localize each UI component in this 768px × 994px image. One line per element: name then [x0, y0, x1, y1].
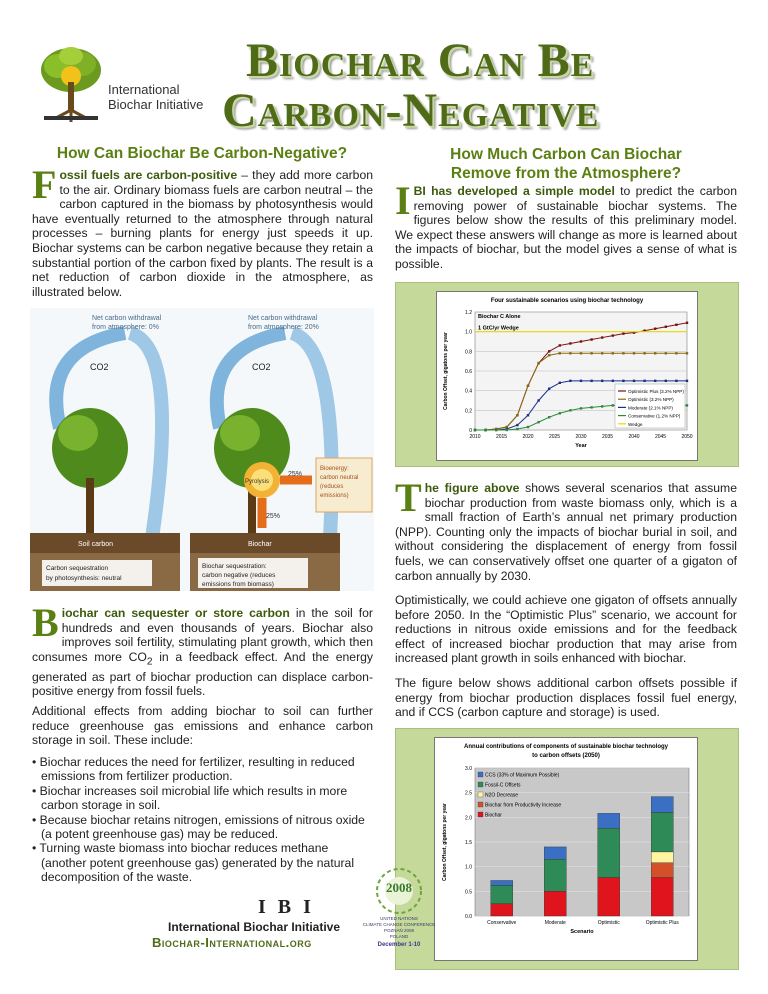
data-point	[527, 414, 529, 416]
left-withdrawal-label-2: from atmosphere: 0%	[92, 324, 159, 331]
seal-line: UNITED NATIONS	[380, 916, 418, 921]
data-point	[580, 380, 582, 382]
drop-cap-b: B	[32, 600, 59, 645]
wedge-annotation: 1 GtC/yr Wedge	[478, 325, 519, 332]
seal-line: POZNAŃ 2008	[383, 928, 414, 933]
right-ccs-paragraph: The figure below shows additional carbon offsets possible if energy from biochar production displaces fossil fuel energy, and if CCS (carbon capture and storage) is used.	[395, 676, 737, 720]
legend-swatch	[478, 802, 483, 807]
data-point	[495, 429, 497, 431]
legend-label: Conservative (1.2% NPP)	[628, 413, 681, 419]
legend-label: Optimistic (3.2% NPP)	[628, 397, 674, 403]
data-point	[559, 344, 561, 346]
data-point	[474, 429, 476, 431]
data-point	[612, 334, 614, 336]
data-point	[686, 404, 688, 406]
data-point	[516, 428, 518, 430]
biochar-label: Biochar	[248, 541, 272, 548]
left-withdrawal-label: Net carbon withdrawal	[92, 315, 162, 322]
bar-segment	[651, 797, 673, 813]
text-fossil: – they add more carbon to the air. Ordinary biomass fuels are carbon neutral – the carbon captured in the biomass by photosynthesis would have eventually returned to the atmosphere through natural processes – burning plants for energy just speeds it up. Biochar systems can be carbon negative because they retain a substantial portion of the carbon fixed by plants. The result is a net reduction of carbon dioxide in the atmosphere, as illustrated below.	[32, 168, 373, 299]
effects-list	[32, 755, 373, 885]
data-point	[633, 352, 635, 354]
co2-label-left: CO2	[90, 362, 109, 372]
data-point	[633, 380, 635, 382]
x-axis-label: Year	[575, 443, 587, 449]
legend-label: N2O Decrease	[485, 792, 519, 799]
bioenergy-label-4: emissions)	[320, 493, 349, 499]
data-point	[643, 380, 645, 382]
right-optimistic-paragraph: Optimistically, we could achieve one gigaton of offsets annually before 2050. In the “Optimistic Plus” scenario, we account for reductions in nitrous oxide emissions and for the feedback effect of increased biochar production that may arise from increased plant growth in soils enhanced with biochar.	[395, 593, 737, 666]
left-heading: How Can Biochar Be Carbon-Negative?	[56, 145, 348, 162]
drop-cap-f: F	[32, 162, 57, 207]
bar-segment	[544, 891, 566, 916]
lead-fossil: ossil fuels are carbon-positive	[59, 168, 238, 182]
left-sequester-paragraph	[32, 600, 373, 699]
x-axis-label: Scenario	[570, 929, 594, 935]
data-point	[537, 362, 539, 364]
data-point	[559, 352, 561, 354]
data-point	[548, 350, 550, 352]
lead-sequester: iochar can sequester or store carbon	[61, 606, 290, 620]
seal-year: 2008	[386, 880, 412, 895]
x-tick-label: 2050	[681, 434, 693, 440]
data-point	[484, 429, 486, 431]
data-point	[548, 354, 550, 356]
data-point	[675, 380, 677, 382]
chart-title-line-2: to carbon offsets (2050)	[532, 753, 600, 759]
org-name	[108, 82, 203, 112]
legend-label: Optimistic Plus (3.2% NPP)	[628, 389, 684, 394]
data-point	[665, 380, 667, 382]
y-tick-label: 0.2	[465, 408, 472, 415]
y-tick-label: 0.0	[465, 914, 472, 920]
legend-label: Wedge	[628, 421, 643, 427]
y-tick-label: 0.8	[465, 349, 472, 356]
data-point	[622, 332, 624, 334]
seq-left-label-2: by photosynthesis: neutral	[46, 575, 122, 582]
list-item: • Biochar reduces the need for fertilizer, resulting in reduced emissions from fertilizer production.	[32, 755, 355, 784]
ibi-wordmark: IBI	[258, 896, 323, 918]
right-figure-paragraph	[395, 475, 737, 583]
bar-segment	[491, 880, 513, 885]
list-item: • Turning waste biomass into biochar reduces methane (another potent greenhouse gas) generated by the natural decomposition of the waste.	[32, 841, 355, 885]
data-point	[580, 407, 582, 409]
data-point	[569, 352, 571, 354]
y-axis-label: Carbon Offset, gigatons per year	[442, 803, 448, 881]
bar-segment	[598, 878, 620, 916]
data-point	[580, 352, 582, 354]
footer-url[interactable]: Biochar-International.org	[152, 935, 312, 950]
legend-swatch	[478, 782, 483, 787]
bar-segment	[598, 828, 620, 877]
page-title-line-2: Carbon-Negative	[222, 84, 600, 137]
data-point	[686, 352, 688, 354]
data-point	[569, 380, 571, 382]
data-point	[675, 324, 677, 326]
list-item: • Biochar increases soil microbial life which results in more carbon storage in soil.	[32, 783, 348, 813]
co2-subscript: 2	[146, 656, 153, 668]
data-point	[569, 342, 571, 344]
drop-cap-i: I	[395, 178, 411, 223]
left-intro-paragraph	[32, 162, 373, 299]
bar-segment	[651, 878, 673, 916]
bar-segment	[651, 812, 673, 851]
chart-title: Four sustainable scenarios using biochar technology	[490, 298, 644, 304]
list-item: • Because biochar retains nitrogen, emissions of nitrous oxide (a potent greenhouse gas) may be reduced.	[32, 812, 365, 842]
data-point	[590, 352, 592, 354]
data-point	[612, 380, 614, 382]
pct-25-right: 25%	[288, 471, 303, 478]
data-point	[506, 429, 508, 431]
data-point	[516, 424, 518, 426]
data-point	[643, 352, 645, 354]
data-point	[612, 352, 614, 354]
y-tick-label: 0	[469, 428, 472, 434]
data-point	[654, 352, 656, 354]
y-axis-label: Carbon Offset, gigatons per year	[443, 332, 449, 410]
data-point	[601, 405, 603, 407]
bioenergy-label-3: (reduces	[320, 484, 344, 490]
y-tick-label: 0.5	[465, 889, 472, 896]
data-point	[601, 380, 603, 382]
data-point	[622, 352, 624, 354]
y-tick-label: 3.0	[465, 766, 472, 772]
data-point	[665, 326, 667, 328]
right-heading	[396, 145, 736, 183]
x-tick-label: 2015	[495, 434, 508, 440]
data-point	[686, 380, 688, 382]
x-tick-label: 2030	[575, 434, 587, 440]
text-sequester-a: in the soil for hundreds and even thousands of years. Biochar also improves soil fertility, stimulating plant growth, which then consumes more CO	[32, 606, 373, 664]
text-figure-above: shows several scenarios that assume biochar production from waste biomass only, which is a small fraction of Earth’s annual net primary production (NPP). Counting only the impacts of biochar burial in soil, and without considering the displacement of energy from fossil fuels, we can conservatively offset one quarter of a gigaton of carbon annually by 2030.	[395, 481, 737, 583]
page-title-line-1: Biochar Can Be	[246, 34, 595, 87]
y-tick-label: 1.0	[465, 329, 472, 336]
data-point	[548, 416, 550, 418]
data-point	[686, 322, 688, 324]
bar-chart-panel	[395, 728, 739, 970]
legend-label: CCS (33% of Maximum Possible)	[485, 772, 560, 779]
data-point	[590, 380, 592, 382]
legend-label: Moderate (2.1% NPP)	[628, 405, 673, 411]
data-point	[548, 388, 550, 390]
x-tick-label: 2020	[522, 434, 534, 440]
x-tick-label: 2010	[469, 434, 481, 440]
x-tick-label: Moderate	[544, 920, 566, 926]
pct-25-down: 25%	[266, 513, 281, 520]
x-tick-label: Optimistic Plus	[645, 920, 679, 926]
x-tick-label: 2025	[548, 434, 561, 440]
legend-swatch	[478, 772, 483, 777]
data-point	[675, 352, 677, 354]
y-tick-label: 0.4	[465, 388, 472, 395]
data-point	[590, 406, 592, 408]
x-tick-label: 2045	[654, 434, 667, 440]
bar-segment	[544, 847, 566, 859]
legend-swatch	[478, 812, 483, 817]
chart-title-line-1: Annual contributions of components of sustainable biochar technology	[463, 744, 669, 750]
bar-segment	[491, 885, 513, 903]
soil-carbon-label: Soil carbon	[78, 541, 114, 548]
data-point	[622, 380, 624, 382]
data-point	[601, 336, 603, 338]
data-point	[569, 409, 571, 411]
y-tick-label: 1.2	[465, 310, 472, 316]
bar-segment	[544, 859, 566, 891]
seq-right-label: Biochar sequestration:	[202, 563, 267, 570]
data-point	[527, 426, 529, 428]
ibi-logo	[36, 42, 106, 124]
data-point	[559, 382, 561, 384]
lead-figure-above: he figure above	[424, 481, 520, 495]
carbon-cycle-diagram	[30, 308, 374, 591]
bar-segment	[491, 904, 513, 916]
data-point	[527, 385, 529, 387]
right-intro-paragraph	[395, 178, 737, 272]
x-tick-label: 2040	[628, 434, 640, 440]
line-chart-panel	[395, 282, 739, 467]
x-tick-label: Conservative	[487, 920, 517, 926]
right-withdrawal-label-2: from atmosphere: 20%	[248, 324, 319, 331]
text-sequester-b: in a feedback effect. And the energy generated as part of biochar production can displace carbon-positive energy from fossil fuels.	[32, 649, 373, 699]
right-heading-line-1: How Much Carbon Can Biochar	[450, 146, 682, 163]
co2-label-right: CO2	[252, 362, 271, 372]
text-ibi-model: to predict the carbon removing power of sustainable biochar systems. The figures below show the results of this preliminary model. We expect these answers will change as more is learned about the impacts of biochar, but the model gives a sense of what is possible.	[395, 184, 737, 271]
seal-line: CLIMATE CHANGE CONFERENCE	[362, 922, 436, 927]
org-line-2: Biochar Initiative	[108, 97, 204, 112]
data-point	[559, 412, 561, 414]
bar-segment	[651, 863, 673, 878]
y-tick-label: 1.0	[465, 864, 472, 871]
y-tick-label: 1.5	[465, 840, 472, 846]
data-point	[601, 352, 603, 354]
lead-ibi-model: BI has developed a simple model	[413, 184, 615, 198]
bar-segment	[651, 852, 673, 863]
bioenergy-label-2: carbon neutral	[320, 475, 359, 481]
chart-subtitle: Biochar C Alone	[478, 314, 521, 320]
data-point	[665, 352, 667, 354]
data-point	[516, 414, 518, 416]
legend-label: Biochar	[485, 812, 502, 819]
bar-chart	[434, 737, 698, 961]
pyrolysis-label: Pyrolysis	[245, 479, 270, 485]
x-tick-label: 2035	[601, 434, 614, 440]
data-point	[537, 421, 539, 423]
un-conference-seal	[362, 866, 436, 976]
y-tick-label: 0.6	[465, 369, 472, 375]
left-effects-paragraph: Additional effects from adding biochar to soil can further reduce greenhouse gas emissions and enhance carbon storage in soil. These include:	[32, 704, 373, 748]
drop-cap-t: T	[395, 475, 422, 520]
bioenergy-label: Bioenergy:	[320, 466, 349, 472]
line-chart-svg	[437, 292, 697, 460]
line-chart	[436, 291, 698, 461]
legend-label: Biochar from Productivity Increase	[485, 802, 562, 809]
data-point	[612, 404, 614, 406]
seq-left-label: Carbon sequestration	[46, 565, 109, 572]
data-point	[654, 380, 656, 382]
y-tick-label: 2.0	[465, 815, 472, 822]
data-point	[537, 399, 539, 401]
seal-date: December 1-10	[377, 942, 421, 948]
seal-line: POLAND	[389, 934, 409, 939]
bar-segment	[598, 813, 620, 828]
legend-label: Fossil-C Offsets	[485, 782, 521, 789]
bar-chart-svg	[435, 738, 697, 960]
footer-org-name: International Biochar Initiative	[168, 920, 341, 934]
data-point	[654, 328, 656, 330]
right-withdrawal-label: Net carbon withdrawal	[248, 315, 318, 322]
data-point	[580, 340, 582, 342]
right-heading-line-2: Remove from the Atmosphere?	[450, 165, 682, 182]
seq-right-label-3: emissions from biomass)	[202, 581, 274, 588]
legend-swatch	[478, 792, 483, 797]
y-tick-label: 2.5	[465, 790, 472, 797]
x-tick-label: Optimistic	[597, 920, 620, 926]
seq-right-label-2: carbon negative (reduces	[202, 572, 276, 579]
org-line-1: International	[108, 82, 180, 97]
data-point	[590, 338, 592, 340]
